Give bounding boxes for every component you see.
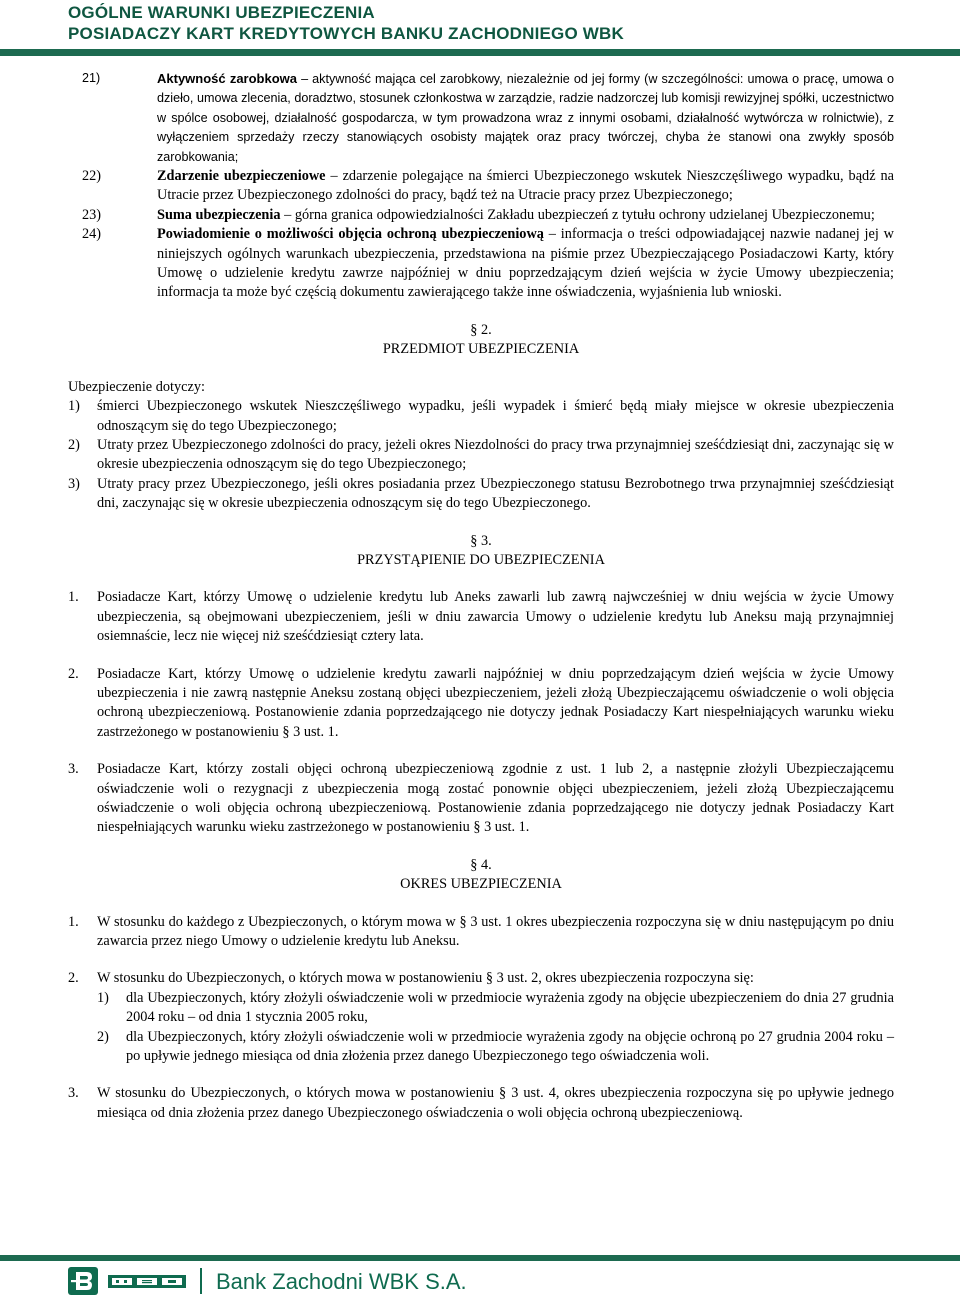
item-number: 1. (68, 913, 79, 930)
definition-term: Suma ubezpieczenia (157, 206, 281, 223)
section-4-heading (68, 856, 894, 895)
item-text: Posiadacze Kart, którzy Umowę o udzielenie kredytu lub Aneks zawarli lub zawrą najwcześniej w dniu wejścia w życie Umowy ubezpieczenia, są obejmowani ubezpieczeniem, jeśli w dniu zawarcia Umowy o udzielenie kredytu lub Aneksu mają przynajmniej osiemnaście, lecz nie więcej niż sześćdziesiąt cztery lata. (97, 589, 894, 645)
definition-23 (68, 206, 894, 225)
item-text: Utraty przez Ubezpieczonego zdolności do pracy, jeżeli okres Niezdolności do pracy trwa przynajmniej sześćdziesiąt dni, zaczynając się w okresie ubezpieczenia odnoszącym się do tego Ubezpieczonego; (97, 436, 894, 473)
definition-text: – zdarzenie polegające na śmierci Ubezpieczonego wskutek Nieszczęśliwego wypadku, bądź na Utracie przez Ubezpieczonego zdolności do pracy, bądź też na Utracie pracy przez Ubezpieczonego; (157, 168, 894, 204)
sub-list-item (68, 989, 894, 1028)
document-body (68, 69, 894, 1123)
definition-text: – górna granica odpowiedzialności Zakładu ubezpieczeń z tytułu ochrony udzielanej Ubezpieczonemu; (280, 206, 875, 223)
item-text: Posiadacze Kart, którzy zostali objęci ochroną ubezpieczeniową zgodnie z ust. 1 lub 2, a następnie złożyli Ubezpieczającemu oświadczenie woli o rezygnacji z ubezpieczenia mogą zostać ponownie objęci ubezpieczeniem, jeżeli złożą Ubezpieczającemu oświadczenie o woli objęcia ochroną ubezpieczeniową. Postanowienie zdania poprzedzającego nie dotyczy jednak Posiadaczy Kart niespełniających warunku wieku zastrzeżonego w postanowieniu § 3 ust. 1. (97, 761, 894, 836)
item-text: śmierci Ubezpieczonego wskutek Nieszczęśliwego wypadku, jeśli wypadek i śmierć będą miały miejsce w okresie ubezpieczenia odnoszącym się do tego Ubezpieczonego; (97, 398, 894, 434)
list-item (68, 436, 894, 475)
definition-number: 24) (82, 226, 102, 243)
bank-name: Bank Zachodni WBK S.A. (216, 1269, 467, 1294)
item-text: dla Ubezpieczonych, który złożyli oświadczenie woli w przedmiocie wyrażenia zgody na objęcie ochroną po 27 grudnia 2004 roku – po upływie jednego miesiąca od dnia złożenia przez danego Ubezpieczonego tego oświadczenia woli. (126, 1028, 894, 1065)
item-number: 1) (68, 398, 80, 415)
item-text: W stosunku do Ubezpieczonych, o których mowa w postanowieniu § 3 ust. 4, okres ubezpieczenia rozpoczyna się po upływie jednego miesiąca od dnia złożenia przez danego Ubezpieczonego oświadczenia o woli objęcia ochroną ubezpieczeniową. (97, 1085, 894, 1121)
section-number: § 2. (470, 321, 492, 338)
definition-term: Zdarzenie ubezpieczeniowe (157, 168, 326, 185)
wbk-wordmark-icon (108, 1275, 186, 1288)
item-number: 1) (97, 989, 109, 1006)
sub-list-item (68, 1028, 894, 1067)
definition-text: – informacja o treści odpowiadającej nazwie nadanej jej w niniejszych ogólnych warunkach ubezpieczenia, przedstawiona na piśmie przez Ubezpieczającego Posiadaczowi Karty, który Umowę o udzielenie kredytu zawrze najpóźniej w dniu poprzedzającym dzień wejścia w życie Umowy ubezpieczenia; informacja ta może być częścią dokumentu zawierającego także inne oświadczenia, wyjaśnienia lub wnioski. (157, 226, 895, 301)
page-header (0, 0, 960, 49)
item-text: dla Ubezpieczonych, który złożyli oświadczenie woli w przedmiocie wyrażenia zgody na objęcie ubezpieczeniem do dnia 27 grudnia 2004 roku – od dnia 1 stycznia 2005 roku, (126, 989, 894, 1026)
definition-22 (68, 167, 894, 206)
item-number: 2) (68, 436, 80, 453)
definition-number: 21) (82, 71, 101, 85)
footer-divider (0, 1255, 960, 1261)
section-2-heading (68, 321, 894, 360)
item-number: 3. (68, 761, 79, 778)
list-item (68, 588, 894, 646)
item-number: 2. (68, 665, 79, 682)
section-number: § 4. (470, 856, 492, 873)
section-2-intro: Ubezpieczenie dotyczy: (68, 378, 205, 395)
definition-number: 23) (82, 206, 102, 223)
page-footer (0, 1263, 960, 1303)
item-number: 2) (97, 1028, 109, 1045)
section-title: PRZYSTĄPIENIE DO UBEZPIECZENIA (357, 551, 605, 568)
item-text: W stosunku do każdego z Ubezpieczonych, o którym mowa w § 3 ust. 1 okres ubezpieczenia rozpoczyna się w dniu następującym po dniu zawarcia przez niego Umowy o udzielenie kredytu lub Aneksu. (97, 913, 894, 950)
list-item (68, 397, 894, 436)
bzwbk-logo-icon (68, 1267, 98, 1295)
logo-divider (200, 1268, 202, 1294)
definition-21 (68, 69, 894, 167)
list-item (68, 913, 894, 952)
definition-number: 22) (82, 168, 102, 185)
item-text: Posiadacze Kart, którzy Umowę o udzielenie kredytu zawarli najpóźniej w dniu poprzedzającym dzień wejścia w życie Umowy ubezpieczenia i nie zawrą następnie Aneksu zostaną objęci ubezpieczeniem, jeżeli złożą Ubezpieczającemu oświadczenie o woli objęcia ochroną ubezpieczeniową. Postanowienie zdania poprzedzającego nie dotyczy jednak Posiadaczy Kart niespełniających warunku wieku zastrzeżonego w postanowieniu § 3 ust. 1. (97, 665, 894, 740)
header-title-line2: POSIADACZY KART KREDYTOWYCH BANKU ZACHODNIEGO WBK (68, 24, 625, 43)
item-number: 1. (68, 589, 79, 606)
item-number: 3. (68, 1085, 79, 1102)
list-item (68, 760, 894, 838)
list-item (68, 475, 894, 514)
definition-24 (68, 225, 894, 303)
definition-term: Aktywność zarobkowa (157, 71, 298, 86)
section-title: PRZEDMIOT UBEZPIECZENIA (382, 341, 580, 358)
list-item (68, 1084, 894, 1123)
header-divider (0, 49, 960, 56)
list-item (68, 665, 894, 743)
definition-term: Powiadomienie o możliwości objęcia ochroną ubezpieczeniową (157, 226, 544, 243)
item-text: W stosunku do Ubezpieczonych, o których mowa w postanowieniu § 3 ust. 2, okres ubezpieczenia rozpoczyna się: (97, 970, 754, 987)
list-item (68, 969, 894, 988)
definition-text: – aktywność mająca cel zarobkowy, niezależnie od jej formy (w szczególności: umowa o pracę, umowa o dzieło, umowa zlecenia, doradztwo, stosunek członkostwa w zarządzie, radzie nadzorczej lub komisji rewizyjnej spółki, uczestnictwo w spólce osobowej, działalność gospodarcza, w tym prowadzona wraz z innymi osobami, działalność wytwórcza w rolnictwie), z wyłączeniem sprzedaży rzeczy stanowiących osobisty majątek oraz pracy twórczej, chyba że stanowi ona zwykły sposób zarobkowania; (157, 72, 894, 164)
item-number: 2. (68, 970, 79, 987)
item-text: Utraty pracy przez Ubezpieczonego, jeśli okres posiadania przez Ubezpieczonego statusu Bezrobotnego trwa przynajmniej sześćdziesiąt dni, zaczynając się w okresie ubezpieczenia odnoszącym się do tego Ubezpieczonego. (97, 475, 894, 512)
section-number: § 3. (470, 532, 492, 549)
section-title: OKRES UBEZPIECZENIA (400, 876, 562, 893)
section-3-heading (68, 532, 894, 571)
item-number: 3) (68, 475, 80, 492)
header-title-line1: OGÓLNE WARUNKI UBEZPIECZENIA (68, 3, 375, 22)
